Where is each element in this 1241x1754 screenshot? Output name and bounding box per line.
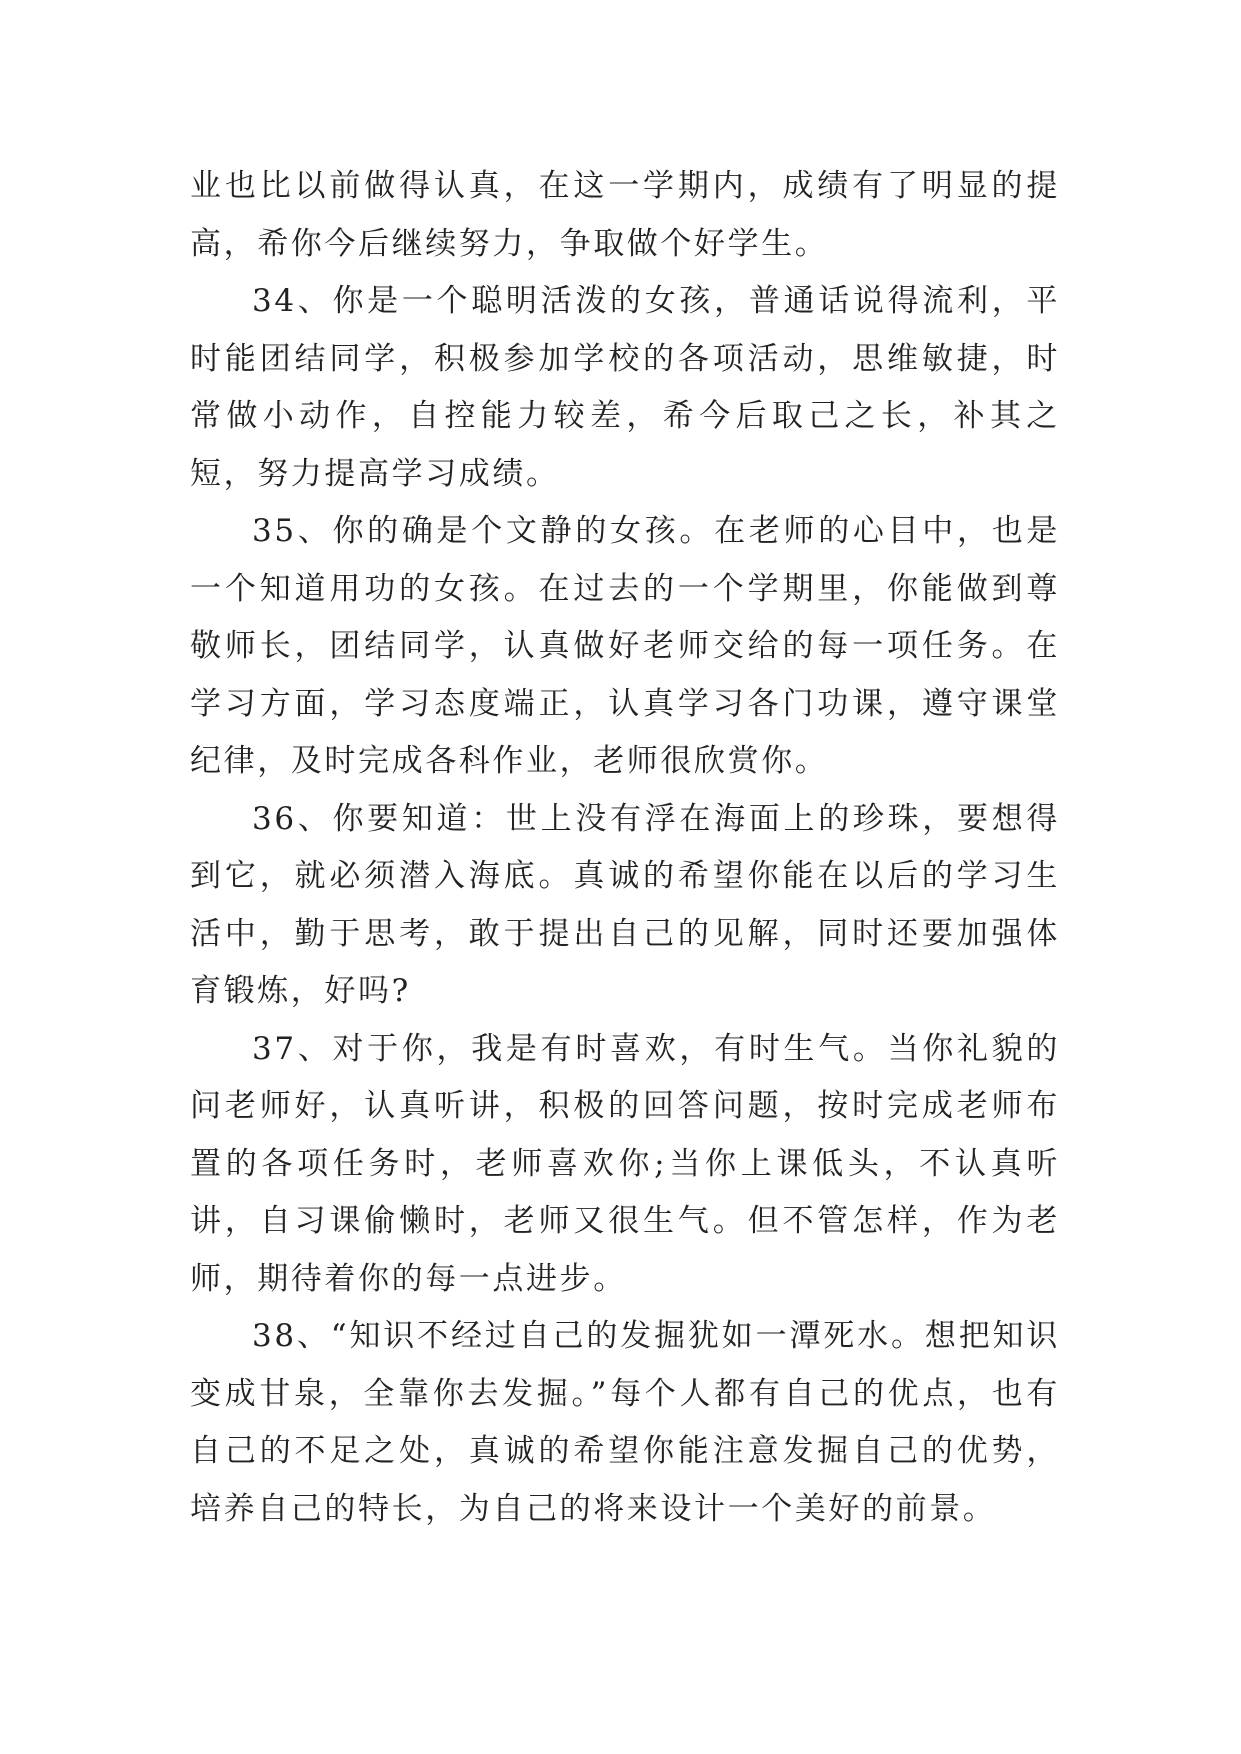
paragraph-continuation: 业也比以前做得认真，在这一学期内，成绩有了明显的提高，希你今后继续努力，争取做个好学生。 (190, 168, 1060, 262)
paragraph-comment-34: 34、你是一个聪明活泼的女孩，普通话说得流利，平时能团结同学，积极参加学校的各项活动，思维敏捷，时常做小动作，自控能力较差，希今后取己之长，补其之短，努力提高学习成绩。 (190, 283, 1060, 492)
paragraph-comment-37: 37、对于你，我是有时喜欢，有时生气。当你礼貌的问老师好，认真听讲，积极的回答问题，按时完成老师布置的各项任务时，老师喜欢你;当你上课低头，不认真听讲，自习课偷懒时，老师又很生气。但不管怎样，作为老师，期待着你的每一点进步。 (190, 1030, 1060, 1297)
paragraph-comment-35: 35、你的确是个文静的女孩。在老师的心目中，也是一个知道用功的女孩。在过去的一个学期里，你能做到尊敬师长，团结同学，认真做好老师交给的每一项任务。在学习方面，学习态度端正，认真学习各门功课，遵守课堂纪律，及时完成各科作业，老师很欣赏你。 (190, 513, 1060, 779)
paragraph-comment-36: 36、你要知道：世上没有浮在海面上的珍珠，要想得到它，就必须潜入海底。真诚的希望你能在以后的学习生活中，勤于思考，敢于提出自己的见解，同时还要加强体育锻炼，好吗? (190, 800, 1060, 1009)
paragraph-comment-38: 38、“知识不经过自己的发掘犹如一潭死水。想把知识变成甘泉，全靠你去发掘。”每个人都有自己的优点，也有自己的不足之处，真诚的希望你能注意发掘自己的优势，培养自己的特长，为自己的将来设计一个美好的前景。 (190, 1318, 1060, 1527)
document-body (190, 158, 1060, 1538)
